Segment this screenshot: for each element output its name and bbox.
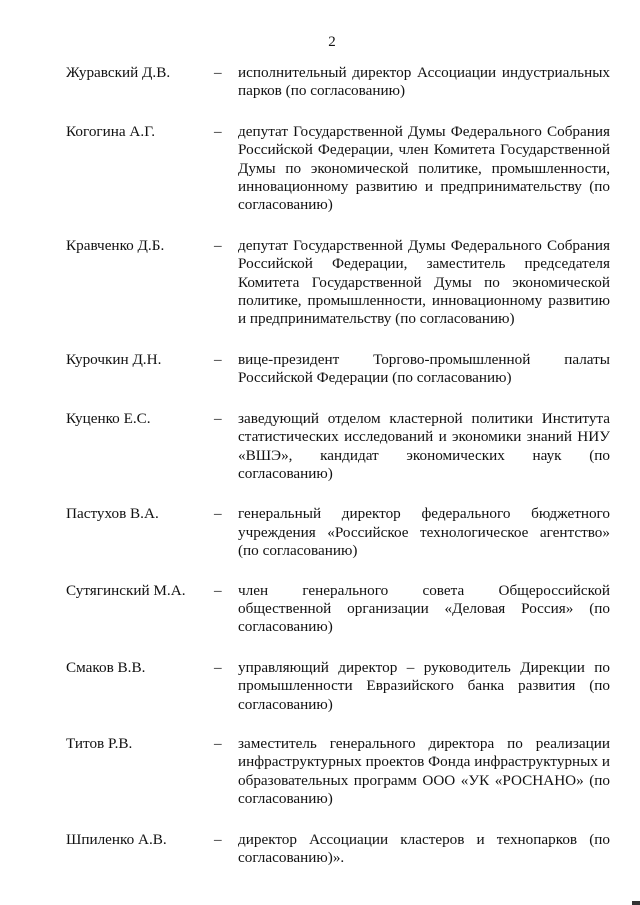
scan-artifact [632, 901, 640, 905]
list-item [66, 237, 610, 329]
separator-dash: – [214, 64, 222, 81]
list-item [66, 64, 610, 101]
separator-dash: – [214, 350, 222, 368]
member-description: управляющий директор – руководитель Дирекции по промышленности Евразийского банка развития (по согласованию) [238, 658, 610, 713]
list-item [66, 351, 610, 388]
member-name: Куценко Е.С. [66, 409, 151, 427]
list-item [66, 735, 610, 809]
separator-dash: – [214, 505, 222, 523]
separator-dash: – [214, 658, 222, 676]
member-name: Смаков В.В. [66, 658, 146, 676]
separator-dash: – [214, 581, 222, 599]
member-description: заведующий отделом кластерной политики Института статистических исследований и экономики знаний НИУ «ВШЭ», кандидат экономических наук (по согласованию) [238, 409, 610, 482]
list-item [66, 410, 610, 484]
member-name: Пастухов В.А. [66, 505, 159, 523]
list-item [66, 831, 610, 868]
list-item [66, 659, 610, 714]
member-description: заместитель генерального директора по реализации инфраструктурных проектов Фонда инфраструктурных и образовательных программ ООО «УК «РОСНАНО» (по согласованию) [238, 734, 610, 808]
page-number: 2 [328, 34, 336, 50]
member-name: Журавский Д.В. [66, 64, 171, 81]
member-description: вице-президент Торгово-промышленной палаты Российской Федерации (по согласованию) [238, 350, 610, 387]
member-name: Сутягинский М.А. [66, 581, 186, 599]
list-item [66, 582, 610, 637]
member-description: депутат Государственной Думы Федерального Собрания Российской Федерации, член Комитета Государственной Думы по экономической политике, промышленности, инновационному развитию и предпринимательству (по согласованию) [238, 122, 610, 214]
member-description: член генерального совета Общероссийской общественной организации «Деловая Россия» (по согласованию) [238, 581, 610, 636]
separator-dash: – [214, 409, 222, 427]
member-description: директор Ассоциации кластеров и технопарков (по согласованию)». [238, 830, 610, 866]
member-name: Кравченко Д.Б. [66, 236, 165, 254]
member-name: Шпиленко А.В. [66, 830, 167, 848]
member-description: депутат Государственной Думы Федерального Собрания Российской Федерации, заместитель председателя Комитета Государственной Думы по экономической политике, промышленности, инновационному развитию и предпринимательству (по согласованию) [238, 236, 610, 328]
separator-dash: – [214, 236, 222, 254]
member-name: Курочкин Д.Н. [66, 350, 162, 368]
member-name: Когогина А.Г. [66, 122, 156, 140]
separator-dash: – [214, 734, 222, 752]
list-item [66, 505, 610, 560]
separator-dash: – [214, 122, 222, 140]
member-name: Титов Р.В. [66, 734, 133, 752]
list-item [66, 123, 610, 215]
member-description: генеральный директор федерального бюджетного учреждения «Российское технологическое агентство» (по согласованию) [238, 505, 610, 560]
member-description: исполнительный директор Ассоциации индустриальных парков (по согласованию) [238, 64, 610, 100]
separator-dash: – [214, 830, 222, 848]
member-list [66, 64, 610, 867]
